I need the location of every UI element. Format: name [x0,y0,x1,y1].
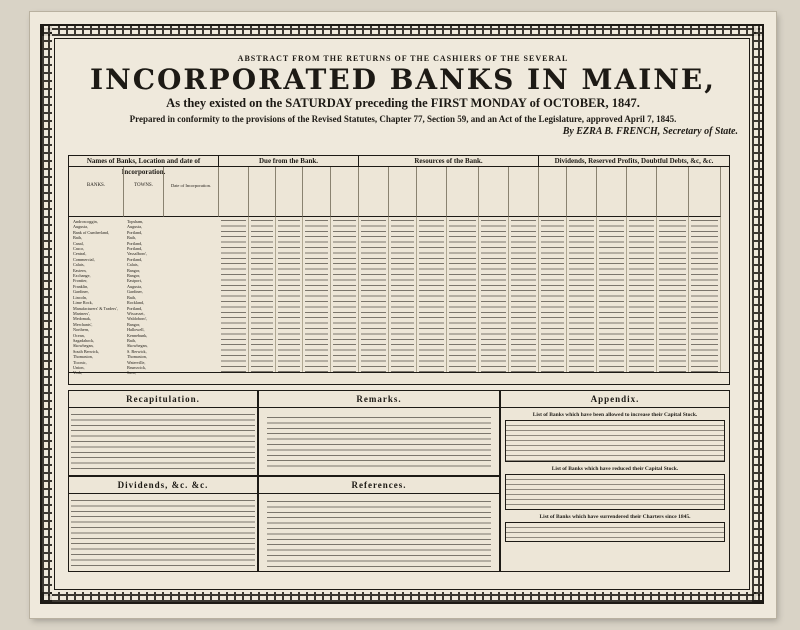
appendix-surrendered-table [505,522,725,542]
recapitulation-entries [69,411,257,473]
recapitulation-panel [68,390,258,476]
document-subtitle: As they existed on the SATURDAY preceding the FIRST MONDAY of OCTOBER, 1847. [166,96,640,110]
appendix-title: Appendix. [501,391,729,408]
bank-name-1: Augusta, [73,224,89,230]
remarks-panel [258,390,500,476]
town-name-27: Brunswick, [127,364,147,370]
col-header-towns: TOWNS. [124,167,164,217]
town-name-25: Thomaston, [127,354,147,360]
town-name-18: Waldoboro', [127,316,148,322]
town-name-4: Portland, [127,240,143,246]
appendix-panel [500,390,730,572]
town-name-13: Gardiner, [127,289,143,295]
bank-name-6: Central, [73,251,87,257]
numeric-column-1 [249,217,276,372]
numeric-column-header-0 [219,167,249,217]
numeric-column-header-2 [276,167,303,217]
town-name-12: Augusta, [127,283,143,289]
town-name-22: Bath, [127,337,136,343]
numeric-column-16 [689,217,721,372]
appendix-increase-table [505,420,725,462]
numeric-column-7 [417,217,447,372]
bank-names-list [73,219,118,376]
bank-name-3: Bath, [73,235,82,241]
bank-name-2: Bank of Cumberland, [73,229,110,235]
bank-name-5: Casco, [73,246,85,252]
references-title: References. [259,477,499,494]
bank-name-23: Skowhegan, [73,343,94,349]
appendix-increase-heading: List of Banks which have been allowed to increase their Capital Stock. [532,412,698,418]
numeric-column-header-5 [359,167,389,217]
numeric-column-8 [447,217,479,372]
col-header-banks: BANKS. [69,167,124,217]
abstract-line: ABSTRACT FROM THE RETURNS OF THE CASHIERS OF THE SEVERAL [237,54,569,63]
bank-name-15: Lime Rock, [73,300,93,306]
numeric-column-2 [276,217,303,372]
bank-name-0: Androscoggin, [73,219,98,224]
greek-key-border-bottom [42,592,762,602]
recapitulation-title: Recapitulation. [69,391,257,408]
numeric-column-14 [627,217,657,372]
document-title: INCORPORATED BANKS IN MAINE, [90,63,716,96]
town-name-2: Portland, [127,229,143,235]
numeric-column-12 [567,217,597,372]
numeric-column-3 [303,217,331,372]
numeric-column-header-1 [249,167,276,217]
bank-name-22: Sagadahock, [73,337,95,343]
numeric-column-header-7 [417,167,447,217]
section-names-header: Names of Banks, Location and date of Incorporation. [69,156,219,167]
town-name-24: S. Berwick, [127,348,147,354]
town-name-8: Calais, [127,262,139,268]
bank-name-13: Gardiner, [73,289,89,295]
banks-table [68,155,730,385]
town-name-23: Skowhegan, [127,343,148,349]
numeric-column-header-13 [597,167,627,217]
col-header-incorporation: Date of Incorporation. [164,167,219,217]
numeric-column-10 [509,217,539,372]
town-name-11: Eastport, [127,278,143,284]
references-panel [258,476,500,572]
numeric-column-header-6 [389,167,417,217]
greek-key-border-left [42,26,52,602]
bank-name-18: Medomak, [73,316,92,322]
town-name-15: Rockland, [127,300,145,306]
bank-name-12: Franklin, [73,283,89,289]
greek-key-border-right [752,26,762,602]
bank-name-28: York, [73,370,83,376]
bank-name-16: Manufacturers' & Traders', [73,305,118,311]
references-entries [259,498,499,568]
town-name-0: Topsham, [127,219,144,224]
bank-name-9: Eastern, [73,267,87,273]
numeric-column-header-8 [447,167,479,217]
numeric-column-header-12 [567,167,597,217]
section-due-header: Due from the Bank. [219,156,359,167]
bank-name-4: Canal, [73,240,84,246]
numeric-column-0 [219,217,249,372]
numeric-column-header-10 [509,167,539,217]
bank-name-24: South Berwick, [73,348,100,354]
appendix-reduced-heading: List of Banks which have reduced their Capital Stock. [551,466,679,472]
numeric-column-4 [331,217,359,372]
numeric-column-header-3 [303,167,331,217]
bank-name-21: Ocean, [73,332,85,338]
town-name-7: Portland, [127,256,143,262]
dividends-title: Dividends, &c. &c. [69,477,257,494]
remarks-title: Remarks. [259,391,499,408]
bank-name-20: Northern, [73,327,90,333]
dividends-panel [68,476,258,572]
dividends-entries [69,497,257,569]
document-header [60,54,746,137]
town-name-10: Bangor, [127,273,141,279]
town-name-26: Waterville, [127,359,146,365]
bank-name-17: Mariners', [73,310,90,316]
town-name-20: Hallowell, [127,327,145,333]
town-name-1: Augusta, [127,224,143,230]
bank-name-11: Frontier, [73,278,88,284]
numeric-column-5 [359,217,389,372]
remarks-text [259,414,499,470]
greek-key-border-top [42,26,762,36]
section-resources-header: Resources of the Bank. [359,156,539,167]
town-name-9: Bangor, [127,267,141,273]
appendix-reduced-table [505,474,725,510]
bank-name-8: Calais, [73,262,85,268]
appendix-surrendered-heading: List of Banks which have surrendered their Charters since 1845. [539,514,691,520]
town-name-21: Kennebunk, [127,332,148,338]
town-name-5: Portland, [127,246,143,252]
town-name-3: Bath, [127,235,136,241]
town-name-6: Vassalboro', [127,251,148,257]
bank-name-14: Lincoln, [73,294,88,300]
numeric-column-6 [389,217,417,372]
numeric-column-11 [539,217,567,372]
prepared-note: Prepared in conformity to the provisions of the Revised Statutes, Chapter 77, Section 59, and an Act of the Legislature, approved April 7, 1845. [129,114,677,124]
numeric-column-header-9 [479,167,509,217]
numeric-column-header-4 [331,167,359,217]
byline: By EZRA B. FRENCH, Secretary of State. [562,126,738,137]
numeric-column-9 [479,217,509,372]
numeric-column-header-11 [539,167,567,217]
bank-name-7: Commercial, [73,256,95,262]
town-name-19: Bangor, [127,321,141,327]
town-name-14: Bath, [127,294,136,300]
totals-row [69,372,729,384]
section-dividends-header: Dividends, Reserved Profits, Doubtful Debts, &c, &c. [539,156,729,167]
town-name-17: Wiscasset, [127,310,145,316]
numeric-column-header-15 [657,167,689,217]
numeric-column-header-14 [627,167,657,217]
numeric-column-15 [657,217,689,372]
town-name-16: Portland, [127,305,143,311]
bank-name-26: Ticonic, [73,359,87,365]
town-name-28: Saco, [127,370,137,376]
bank-name-25: Thomaston, [73,354,93,360]
bank-name-19: Merchants', [73,321,93,327]
numeric-column-13 [597,217,627,372]
town-names-list [127,219,148,376]
numeric-column-header-16 [689,167,721,217]
bank-name-27: Union, [73,364,85,370]
bank-name-10: Exchange, [73,273,91,279]
